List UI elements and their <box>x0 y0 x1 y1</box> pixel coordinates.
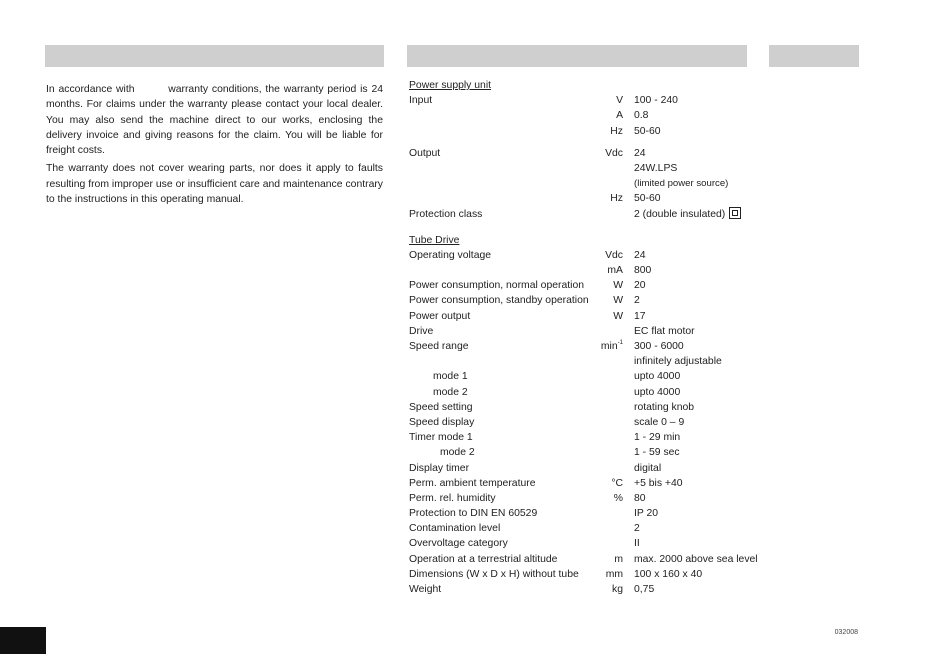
spec-value: EC flat motor <box>634 325 695 337</box>
spec-label: Contamination level <box>409 523 501 535</box>
spec-unit <box>601 339 623 354</box>
spec-value: 50-60 <box>634 193 661 205</box>
spec-label: Operating voltage <box>409 249 492 261</box>
spec-label: Protection class <box>409 208 483 220</box>
spec-row <box>409 461 789 476</box>
spec-unit <box>616 93 623 108</box>
spec-value: 2 <box>634 295 640 307</box>
spec-row <box>409 536 789 551</box>
section-header-bar-middle <box>407 45 747 67</box>
spec-value-cell <box>634 263 651 278</box>
spec-value: 800 <box>634 265 652 277</box>
spec-row <box>409 108 789 123</box>
spec-row <box>409 430 789 445</box>
spec-unit <box>605 146 623 161</box>
warranty-paragraph-1-rest: warranty conditions, the warranty period is 24 months. For claims under the warranty please contact your local dealer. You may also send the machine direct to our works, enclosing the delivery invoice and giving reasons for the claim. You will be liable for freight costs. <box>46 84 384 157</box>
spec-value-cell <box>634 552 758 567</box>
spec-value-cell <box>634 461 661 476</box>
spec-label: Speed display <box>409 416 475 428</box>
spec-value: IP 20 <box>634 508 659 520</box>
document-code: 032008 <box>834 629 858 636</box>
section-header-bar-right <box>769 45 859 67</box>
spec-value-cell <box>634 385 680 400</box>
spec-value-cell <box>634 506 658 521</box>
spec-label: Input <box>409 95 433 107</box>
spec-value: 100 - 240 <box>634 95 678 107</box>
spec-row <box>409 582 789 597</box>
spec-row <box>409 176 789 191</box>
spec-label: Drive <box>409 325 434 337</box>
spec-value-cell <box>634 191 661 206</box>
spec-value-cell <box>634 521 640 536</box>
spec-value: rotating knob <box>634 401 695 413</box>
spec-row <box>409 146 789 161</box>
spec-label: mode 2 <box>433 386 468 398</box>
spec-unit-text: °C <box>611 477 623 489</box>
spec-value-cell <box>634 445 680 460</box>
spec-value: 2 (double insulated) <box>634 208 726 220</box>
spec-unit <box>614 491 623 506</box>
spec-row <box>409 567 789 582</box>
spec-label: Speed setting <box>409 401 473 413</box>
spec-row <box>409 124 789 139</box>
spec-value: 0,75 <box>634 584 655 595</box>
spec-value-cell <box>634 476 683 491</box>
spec-value-cell <box>634 400 694 415</box>
spec-row <box>409 93 789 108</box>
warranty-paragraph-2: The warranty does not cover wearing parts, nor does it apply to faults resulting from improper use or insufficient care and maintenance contrary to the instructions in this operating manual. <box>46 163 383 206</box>
spec-label: Overvoltage category <box>409 538 508 550</box>
spec-unit-text: V <box>616 95 623 107</box>
spec-value: max. 2000 above sea level <box>634 553 758 565</box>
spec-value: 1 - 29 min <box>634 432 681 444</box>
spec-value: digital <box>634 462 662 474</box>
spec-section-heading <box>409 233 789 248</box>
spec-value-cell <box>634 161 677 176</box>
spec-value-cell <box>634 309 646 324</box>
spec-value: upto 4000 <box>634 386 681 398</box>
spec-value-cell <box>634 536 640 551</box>
spec-unit-text: mA <box>607 265 623 277</box>
spec-label: mode 2 <box>440 447 475 459</box>
spec-unit <box>613 309 623 324</box>
spec-unit <box>611 476 623 491</box>
spec-value: 1 - 59 sec <box>634 447 680 459</box>
spec-value: 24W.LPS <box>634 162 678 174</box>
spec-value-cell <box>634 369 680 384</box>
protection-class-2-icon <box>729 207 741 219</box>
spec-value-cell <box>634 324 695 339</box>
spec-unit <box>612 582 623 597</box>
spec-unit-text: kg <box>612 584 623 595</box>
spec-label: Dimensions (W x D x H) without tube <box>409 568 579 580</box>
spec-unit-text: Hz <box>610 193 623 205</box>
spec-label: Weight <box>409 584 442 595</box>
spec-row <box>409 400 789 415</box>
spec-row <box>409 552 789 567</box>
spec-unit-superscript: -1 <box>617 340 623 346</box>
spec-row <box>409 248 789 263</box>
spec-row <box>409 385 789 400</box>
spec-unit <box>605 248 623 263</box>
spec-label: Speed range <box>409 341 469 352</box>
spec-row <box>409 476 789 491</box>
spec-value: 0.8 <box>634 110 649 122</box>
spec-row <box>409 278 789 293</box>
spec-unit-text: W <box>613 310 623 322</box>
section-header-bar-left <box>45 45 384 67</box>
spec-value-cell <box>634 582 654 597</box>
spec-row <box>409 191 789 206</box>
spec-label: Power consumption, standby operation <box>409 295 589 307</box>
spec-label: Perm. rel. humidity <box>409 492 496 504</box>
spec-row <box>409 324 789 339</box>
spec-value: 17 <box>634 310 646 322</box>
spec-label: Power output <box>409 310 471 322</box>
warranty-paragraph-1-start: In accordance with <box>46 84 135 95</box>
spec-value: upto 4000 <box>634 371 681 383</box>
spec-unit <box>606 567 623 582</box>
spec-unit-text: Vdc <box>605 249 623 261</box>
spec-heading-label: Power supply unit <box>409 80 492 91</box>
spec-row <box>409 293 789 308</box>
spec-value-cell <box>634 176 728 191</box>
spec-row <box>409 415 789 430</box>
spec-unit <box>613 293 623 308</box>
spec-unit <box>613 278 623 293</box>
spec-unit-text: % <box>613 492 623 504</box>
spec-value: 50-60 <box>634 125 661 137</box>
spec-row <box>409 309 789 324</box>
spec-unit <box>610 124 623 139</box>
spec-value: 24 <box>634 147 646 159</box>
spec-label: Output <box>409 147 441 159</box>
spec-value-cell <box>634 207 741 222</box>
spec-row <box>409 161 789 176</box>
spec-value: 24 <box>634 249 646 261</box>
spec-unit-text: m <box>614 553 623 565</box>
spec-value: +5 bis +40 <box>634 477 683 489</box>
spec-unit <box>614 552 623 567</box>
spec-row <box>409 445 789 460</box>
spec-value-cell <box>634 124 661 139</box>
spec-value-cell <box>634 339 684 354</box>
spec-value-cell <box>634 248 646 263</box>
spec-unit-text: min <box>600 341 618 352</box>
spec-label: Perm. ambient temperature <box>409 477 536 489</box>
spec-unit-text: W <box>613 280 623 292</box>
spec-value: 80 <box>634 492 646 504</box>
spec-row <box>409 521 789 536</box>
spec-value-cell <box>634 491 646 506</box>
spec-value: infinitely adjustable <box>634 356 722 368</box>
technical-data-table <box>409 78 789 597</box>
spec-heading-label: Tube Drive <box>409 234 460 246</box>
spec-value-cell <box>634 354 722 369</box>
spec-unit <box>610 191 623 206</box>
spec-value-cell <box>634 430 680 445</box>
spec-row <box>409 506 789 521</box>
spec-label: Operation at a terrestrial altitude <box>409 553 558 565</box>
spec-unit-text: mm <box>605 568 623 580</box>
spec-unit-text: Hz <box>610 125 623 137</box>
spec-value: scale 0 – 9 <box>634 416 685 428</box>
spec-value-cell <box>634 567 702 582</box>
warranty-paragraph-1 <box>46 82 383 158</box>
spec-value-cell <box>634 278 646 293</box>
spec-unit <box>616 108 623 123</box>
spec-value-cell <box>634 93 678 108</box>
spec-label: Protection to DIN EN 60529 <box>409 508 538 520</box>
spec-section-heading <box>409 78 789 93</box>
spec-unit-text: Vdc <box>605 147 623 159</box>
spec-unit <box>607 263 623 278</box>
spec-label: Power consumption, normal operation <box>409 280 585 292</box>
page-corner-block <box>0 627 46 654</box>
spec-row <box>409 263 789 278</box>
spec-unit-text: A <box>616 110 623 122</box>
spec-value: (limited power source) <box>634 178 729 190</box>
spec-row <box>409 369 789 384</box>
spec-label: Display timer <box>409 462 470 474</box>
spec-value-cell <box>634 293 640 308</box>
spec-label: Timer mode 1 <box>409 432 473 444</box>
spec-value: II <box>634 538 640 550</box>
spec-value: 20 <box>634 280 646 292</box>
spec-row <box>409 339 789 354</box>
spec-row <box>409 491 789 506</box>
spec-value-cell <box>634 415 684 430</box>
spec-row <box>409 207 789 222</box>
spec-value: 2 <box>634 523 640 535</box>
spec-label: mode 1 <box>433 371 468 383</box>
spec-value: 300 - 6000 <box>634 341 684 352</box>
spec-row <box>409 354 789 369</box>
spec-value: 100 x 160 x 40 <box>634 568 703 580</box>
warranty-text-block <box>46 82 383 210</box>
spec-value-cell <box>634 146 646 161</box>
spec-unit-text: W <box>613 295 623 307</box>
spec-value-cell <box>634 108 648 123</box>
